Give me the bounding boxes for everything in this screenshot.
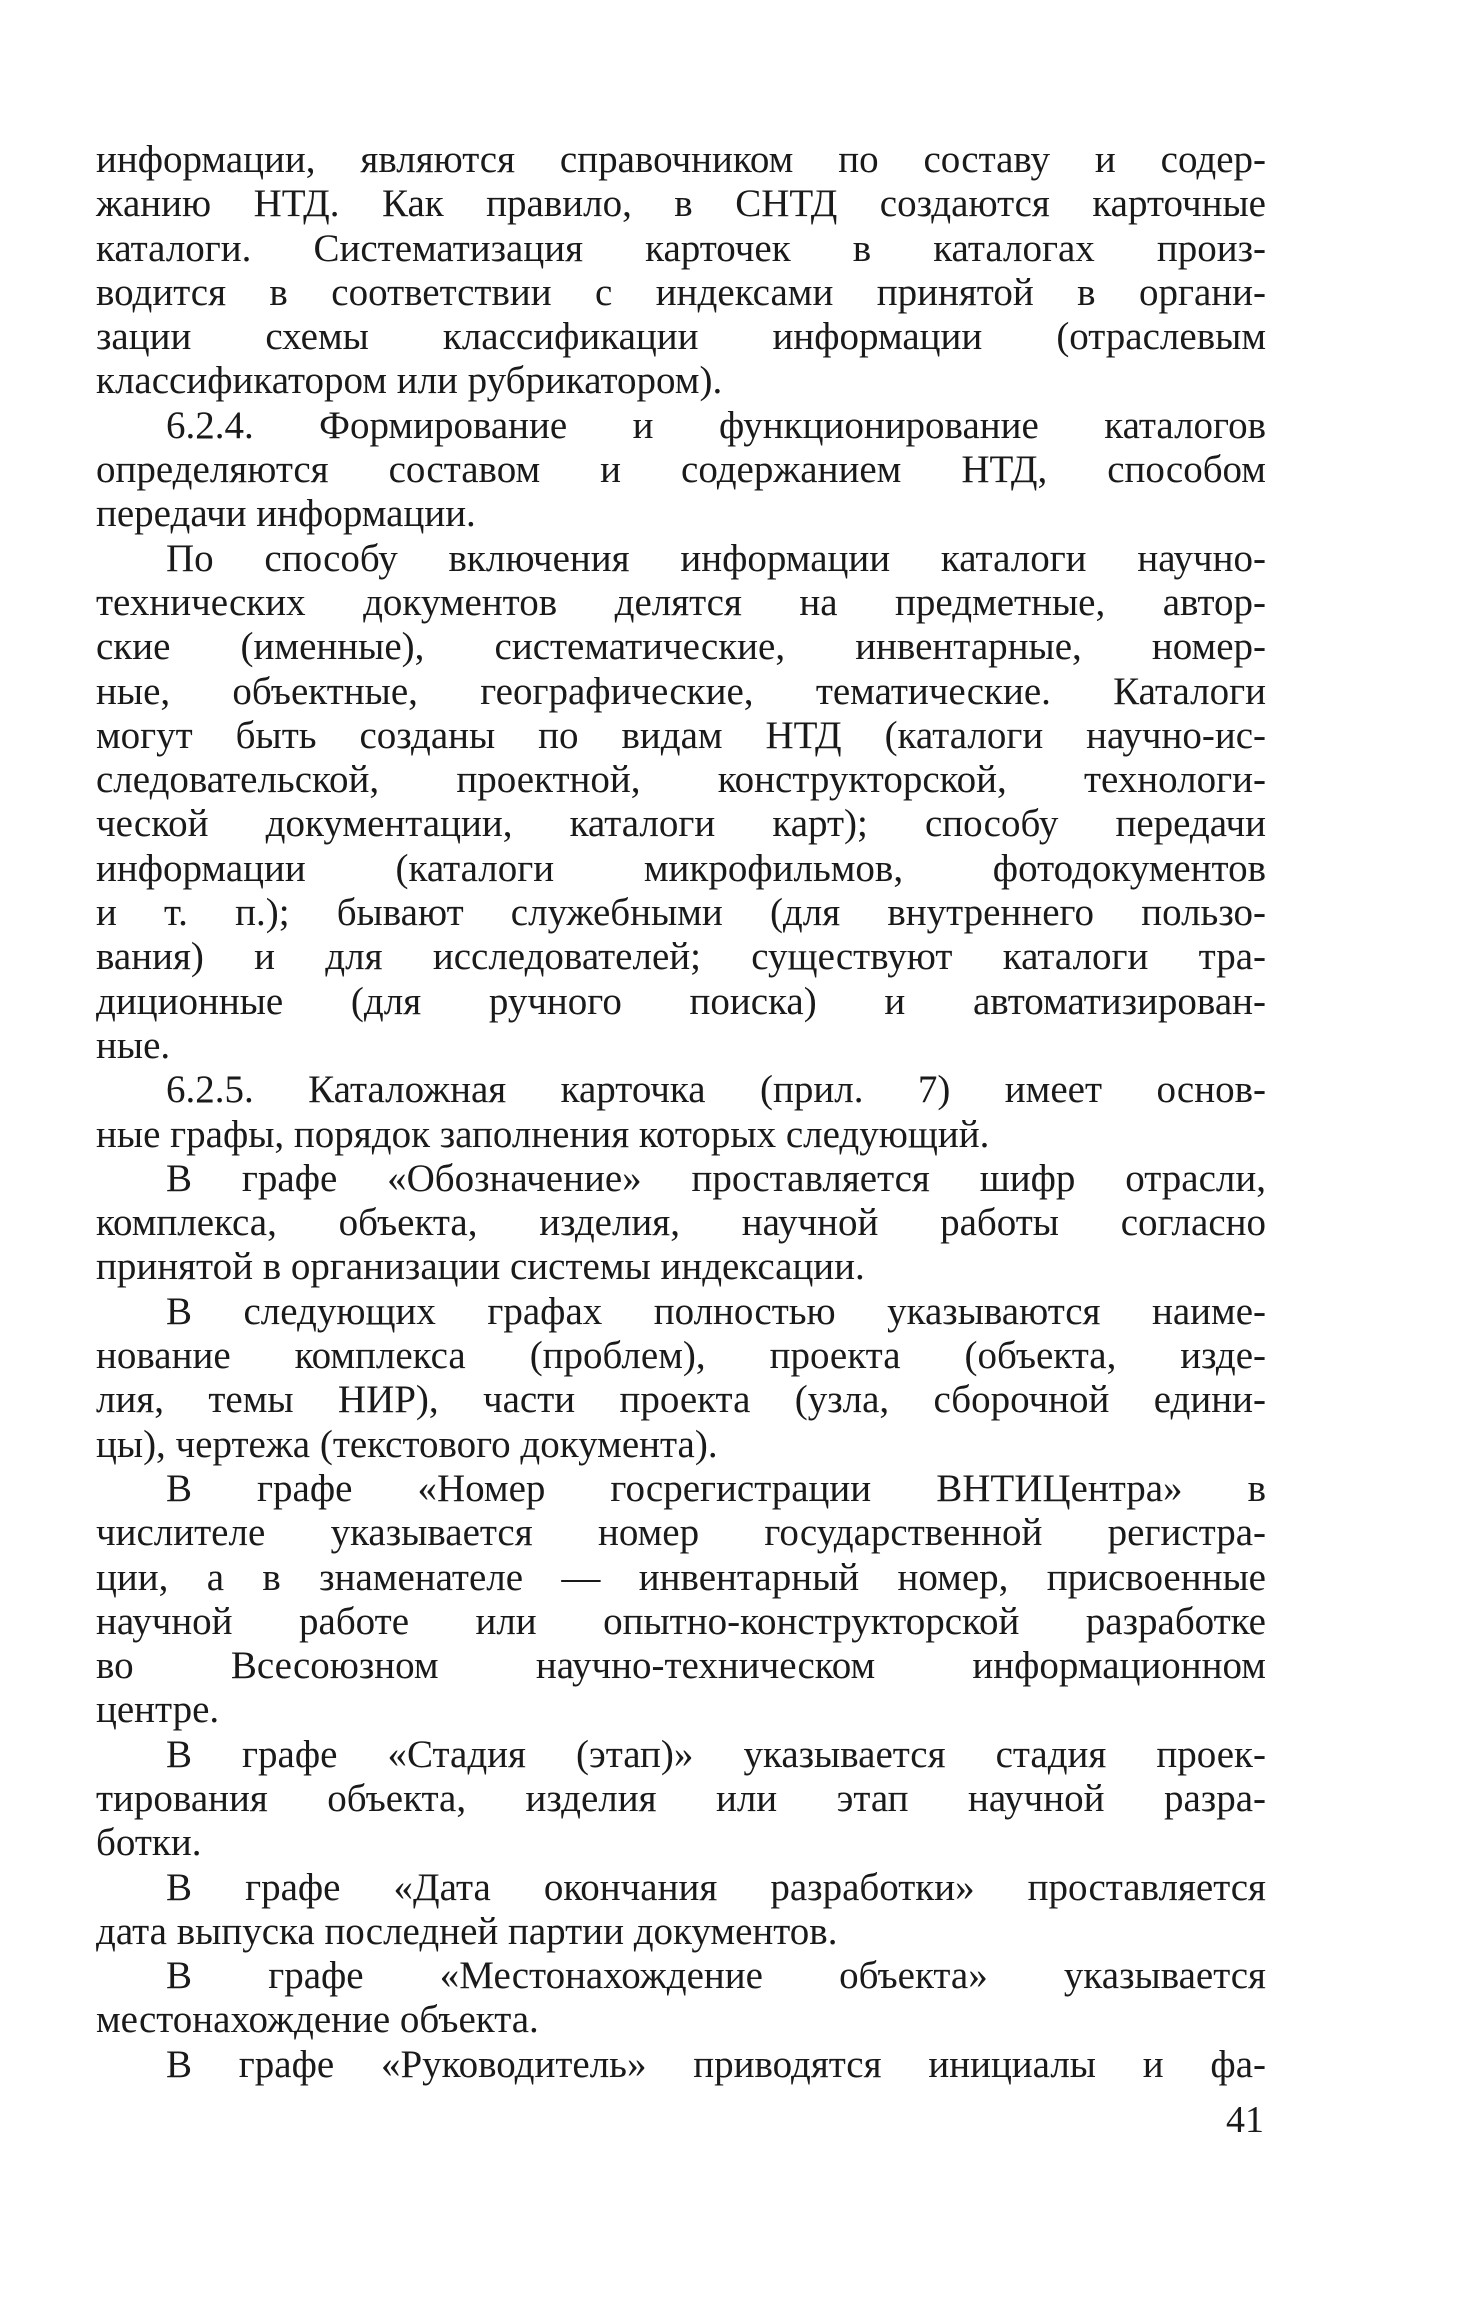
text-line: дата выпуска последней партии документов. [96,1909,838,1953]
paragraph [96,537,1266,1069]
text-line: ские (именные), систематические, инвентарные, номер- [96,625,1266,669]
text-line: каталоги. Систематизация карточек в каталогах произ- [96,226,1266,270]
text-line: нование комплекса (проблем), проекта (объекта, изде- [96,1334,1266,1378]
text-line: водится в соответствии с индексами принятой в органи- [96,270,1266,314]
text-line: В графе «Руководитель» приводятся инициалы и фа- [166,2042,1266,2086]
text-line: ботки. [96,1821,202,1865]
paragraph [96,1467,1266,1733]
text-line: тирования объекта, изделия или этап научной разра- [96,1776,1266,1820]
paragraph [96,1866,1266,1955]
text-line: местонахождение объекта. [96,1998,539,2042]
text-line: В графе «Стадия (этап)» указывается стадия проек- [166,1732,1266,1776]
text-line: ные. [96,1023,171,1067]
text-line: следовательской, проектной, конструкторской, технологи- [96,758,1266,802]
text-line: ные, объектные, географические, тематические. Каталоги [96,669,1266,713]
paragraph [96,1733,1266,1866]
text-line: По способу включения информации каталоги научно- [166,536,1266,580]
text-line: комплекса, объекта, изделия, научной работы согласно [96,1201,1266,1245]
text-line: 6.2.5. Каталожная карточка (прил. 7) имеет основ- [166,1068,1266,1112]
text-line: числителе указывается номер государственной регистра- [96,1511,1266,1555]
text-line: принятой в организации системы индексации. [96,1245,865,1289]
text-line: передачи информации. [96,492,476,536]
text-line: диционные (для ручного поиска) и автоматизирован- [96,979,1266,1023]
text-line: классификатором или рубрикатором). [96,359,723,403]
text-line: вания) и для исследователей; существуют каталоги тра- [96,935,1266,979]
paragraph [96,138,1266,404]
paragraph [96,1068,1266,1157]
text-line: В графе «Местонахождение объекта» указывается [166,1954,1266,1998]
paragraph [96,1157,1266,1290]
page-body [96,138,1266,2087]
text-line: ции, а в знаменателе — инвентарный номер, присвоенные [96,1555,1266,1599]
text-line: технических документов делятся на предметные, автор- [96,580,1266,624]
text-line: жанию НТД. Как правило, в СНТД создаются карточные [96,182,1266,226]
paragraph [96,2043,1266,2087]
paragraph [96,1954,1266,2043]
text-line: информации (каталоги микрофильмов, фотодокументов [96,846,1266,890]
text-line: ные графы, порядок заполнения которых следующий. [96,1112,990,1156]
text-line: информации, являются справочником по составу и содер- [96,138,1266,181]
text-line: В следующих графах полностью указываются наиме- [166,1289,1266,1333]
text-line: лия, темы НИР), части проекта (узла, сборочной едини- [96,1378,1266,1422]
text-line: определяются составом и содержанием НТД, способом [96,448,1266,492]
text-line: во Всесоюзном научно-техническом информационном [96,1644,1266,1688]
text-line: В графе «Дата окончания разработки» проставляется [166,1865,1266,1909]
text-line: 6.2.4. Формирование и функционирование каталогов [166,403,1266,447]
text-line: В графе «Номер госрегистрации ВНТИЦентра» в [166,1466,1266,1510]
text-line: и т. п.); бывают служебными (для внутреннего пользо- [96,891,1266,935]
page-number: 41 [1226,2099,1264,2141]
paragraph [96,1290,1266,1467]
text-line: зации схемы классификации информации (отраслевым [96,315,1266,359]
text-line: могут быть созданы по видам НТД (каталоги научно-ис- [96,713,1266,757]
text-line: научной работе или опытно-конструкторской разработке [96,1599,1266,1643]
text-line: цы), чертежа (текстового документа). [96,1422,718,1466]
text-line: ческой документации, каталоги карт); способу передачи [96,802,1266,846]
text-line: центре. [96,1688,220,1732]
paragraph [96,404,1266,537]
text-line: В графе «Обозначение» проставляется шифр отрасли, [166,1156,1266,1200]
